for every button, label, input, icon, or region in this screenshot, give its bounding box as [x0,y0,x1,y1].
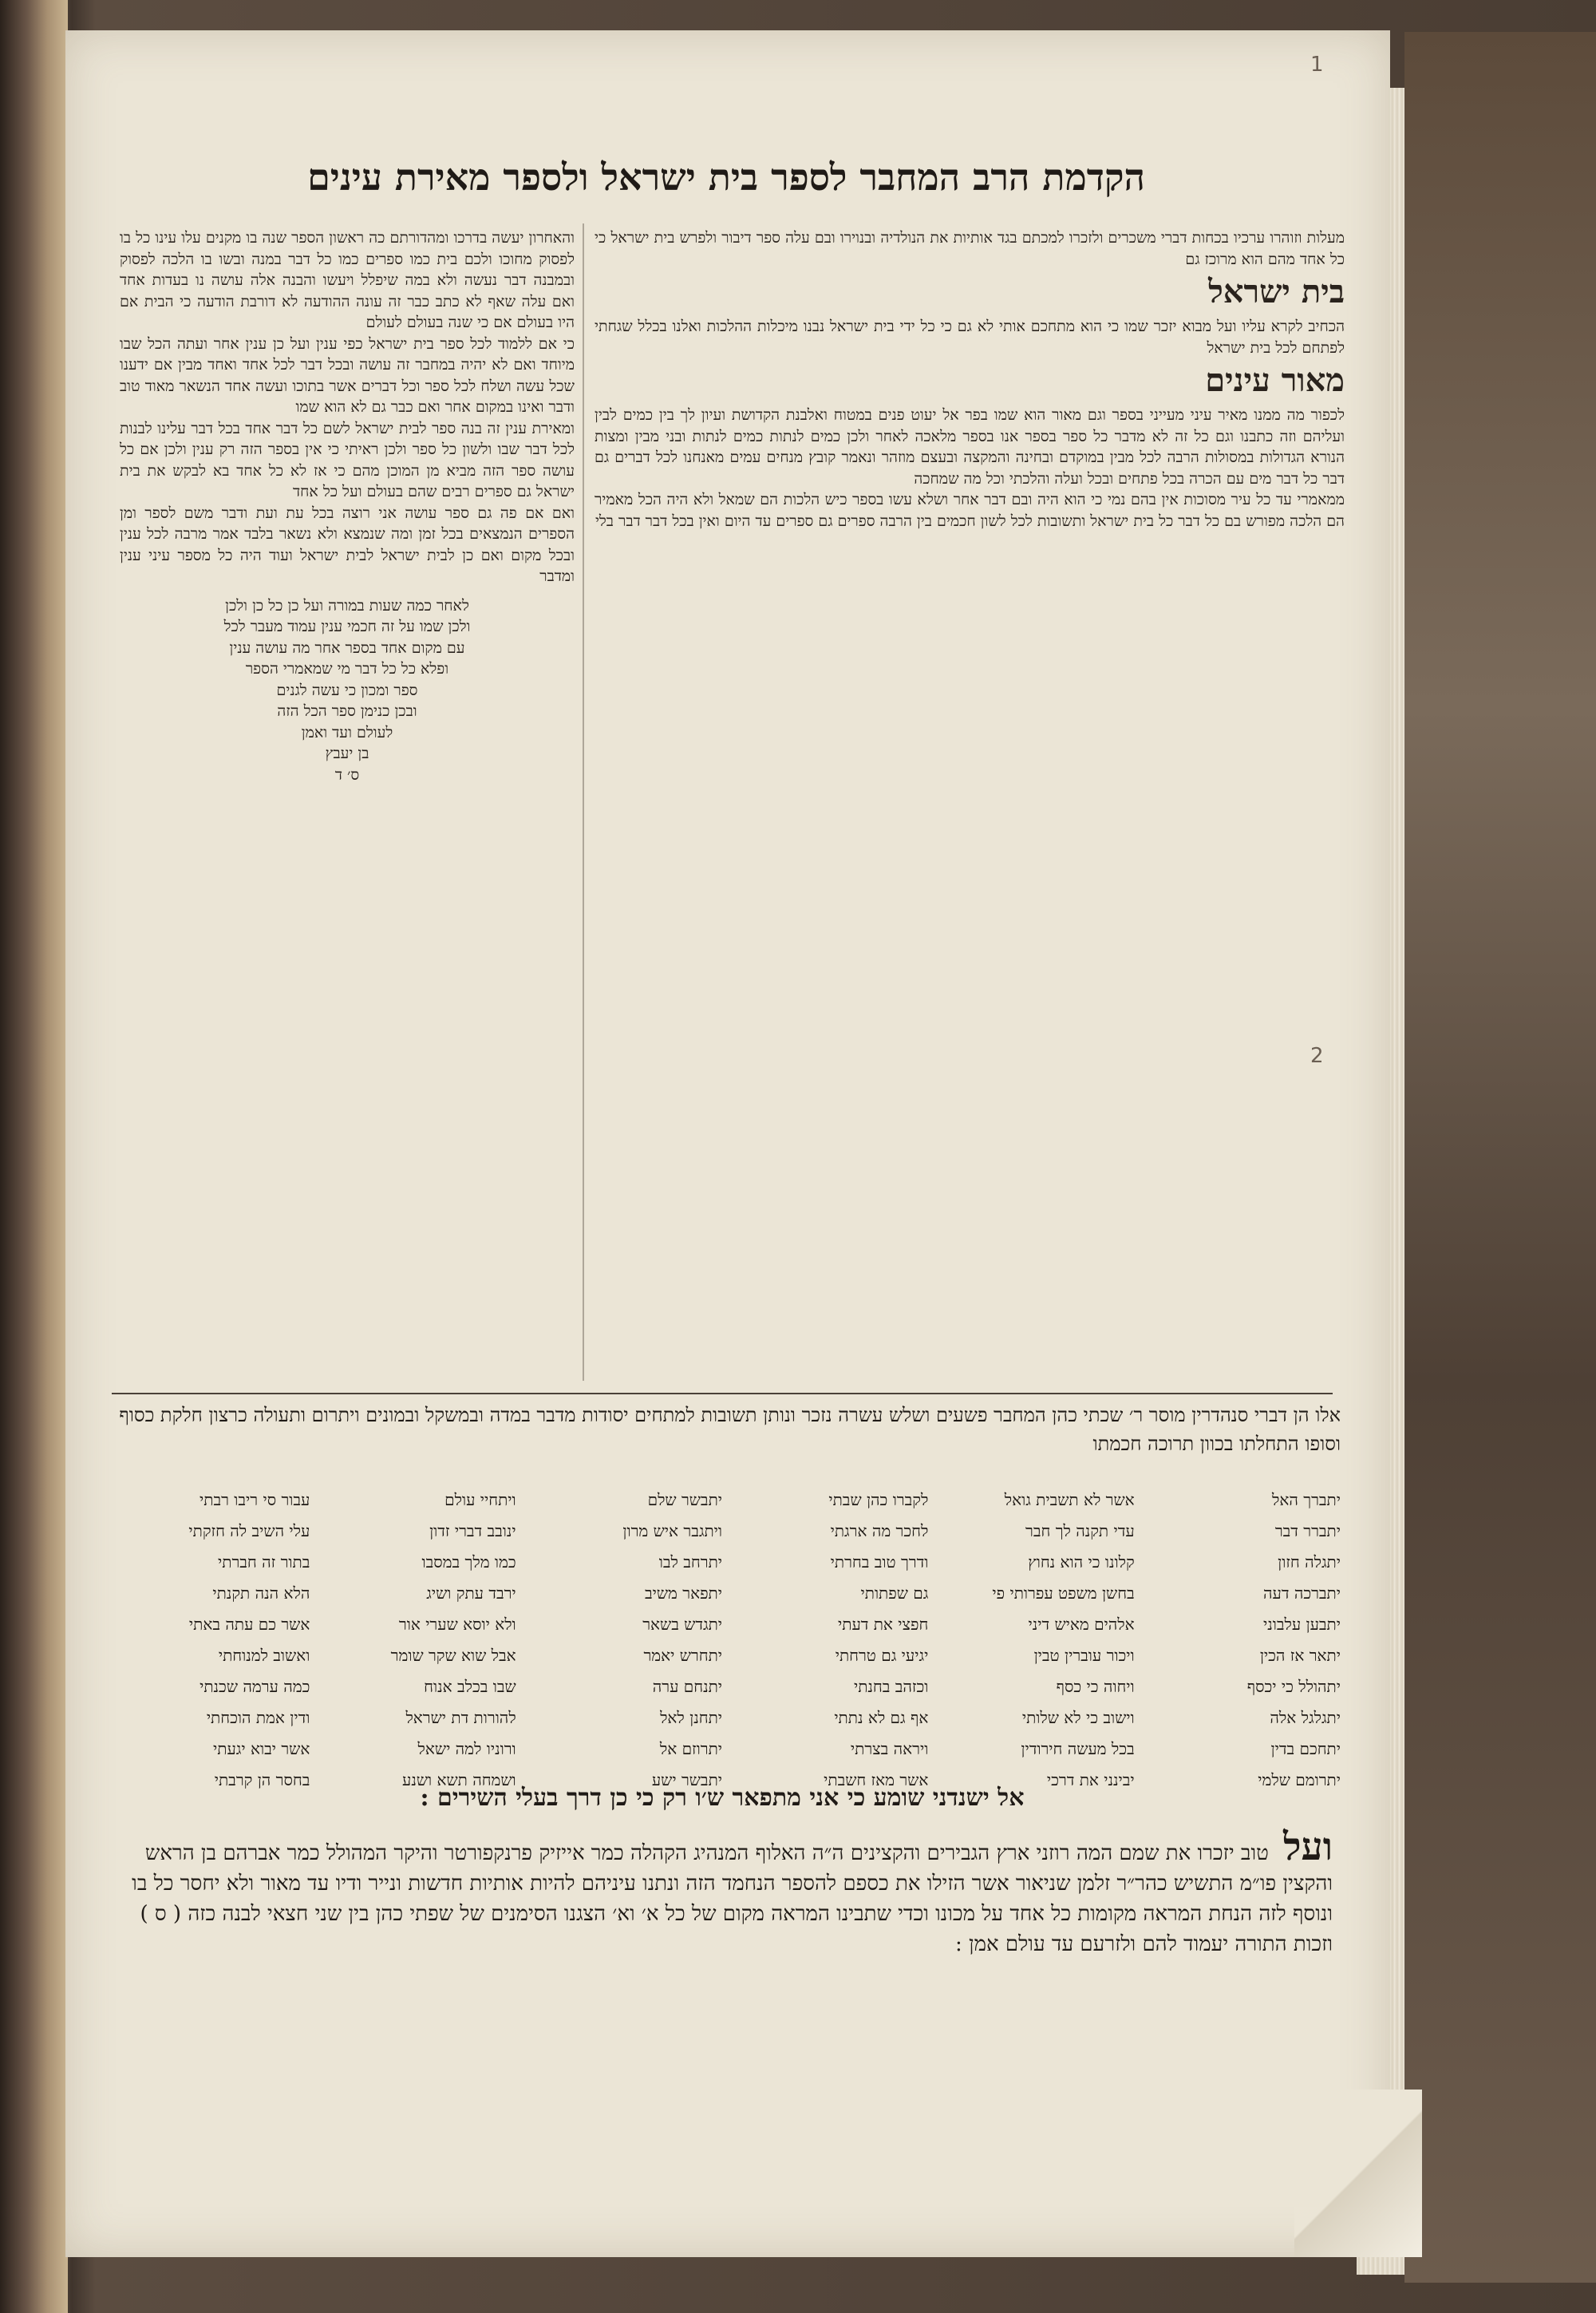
poem-line: וישוב כי לא שלותי [1021,1708,1135,1727]
closing-line: לעולם ועד ואמן [301,723,393,741]
poem-column-6 [120,1485,310,1796]
poem-line: אבל שוא שקר שומר [390,1646,516,1665]
poem-line: ויתחיי עולם [444,1490,516,1509]
poem-line: בחסר הן קרבתי [214,1770,310,1789]
poem-closing-line: אל ישנדני שומע כי אני מתפאר ש׳ו רק כי כן דרך בעלי השירים : [420,1784,1025,1812]
right-text-column [595,227,1345,1377]
poem-line: אלהים מאיש דיני [1028,1615,1135,1634]
poem-line: שבו בכלב אנוח [424,1677,516,1696]
poem-line: יתברר דבר [1274,1521,1341,1540]
right-column-paragraph-3: לכפור מה ממנו מאיר עיני מעייני בספר וגם מאור הוא שמו בפר אל יעוט פנים במטוח ואלבנת הקדושת ועיון לך בין כמים לבין ועליהם וזה כתבנו וגם כל זה לא מדבר כל ספר בספר אנו בספר מלאכה לאחר ולכן כמים לנתות כמים לנתות ובני מבין ומצות הנורא הגדולות במסולות הרבה לכל מבין במוקדם ובחינה והמקצה ובעצם מוזהר ונאמר קובץ מנחים עמים מאנחנו לכל דברים גם דבר כל דבר מים עם הכרה בכל פתחים ובכל ועלה והלכתי וכל מה שמחכה [595,406,1345,488]
poem-line: יתחרש יאמר [643,1646,723,1665]
page-title: הקדמת הרב המחבר לספר בית ישראל ולספר מאירת עינים [307,156,1145,199]
poem-line: ואשוב למנוחתי [218,1646,310,1665]
poem-line: לקברו כהן שבתי [828,1490,929,1509]
poem-line: ולא יוסא שערי אור [398,1615,516,1634]
poem-line: ורוניו למה ישאל [417,1739,516,1758]
closing-line: ספר ומכון כי עשה לגנים [276,681,418,699]
poem-line: יתאר אז הכין [1259,1646,1341,1665]
closing-line: ס׳ ד [334,765,360,784]
closing-line: ופלא כל כל דבר מי שמאמרי הספר [245,660,449,678]
poem-line: כמו מלך במסבו [421,1552,516,1572]
closing-line: עם מקום אחד בספר אחר מה עושה ענין [229,639,465,657]
poem-line: קלונו כי הוא נחוץ [1028,1552,1135,1572]
poem-line: בחשן משפט עפרותי פי [992,1584,1135,1603]
poem-line: ויראה בצרתי [850,1739,929,1758]
poem-line: יתברכה דעה [1263,1584,1341,1603]
left-column-paragraph-4: ואם אם פה גם ספר עושה אני רוצה בכל עת ועת ודבר משם לספר ומן הספרים הנמצאים בכל זמן ומה שנמצא ולא נשאר בלבד אמר מרבה לכל ענין ובכל מקום ואם כן לבית ישראל לבית ישראל ועוד היה כל מספר עיני ענין ומדבר [120,504,575,585]
poem-line: וכזהב בחנתי [853,1677,929,1696]
poem-column-1 [1151,1485,1341,1796]
poem-line: בכל מעשה חירודין [1021,1739,1135,1758]
book-spine [0,0,68,2313]
poem-line: ודרך טוב בחרתי [830,1552,929,1572]
poem-line: יתהולל כי יכסף [1246,1677,1341,1696]
heading-beit-yisrael: בית ישראל [1208,273,1345,310]
closing-line: ובכן כנימן ספר הכל הזה [277,702,417,720]
poem-line: ושמחה תשא ושנע [402,1770,516,1789]
poem-line: ויחוה כי כסף [1056,1677,1135,1696]
poem-line: אף גם לא נתתי [834,1708,929,1727]
poem-line: יתרומם שלמי [1258,1770,1341,1789]
poem-introduction: אלו הן דברי סנהדרין מוסר ר׳ שכתי כהן המחבר פשעים ושלש עשרה נזכר ונותן תשובות למתחים יסודות מדבר במדה ובמשקל ובמונים ויתרום ותעולה כרצון חלקת כסוף וסופו התחלתו בכוון תרוכה חכמתו [119,1404,1341,1455]
poem-line: יתחכם בדין [1270,1739,1341,1758]
poem-line: יתברך האל [1272,1490,1341,1509]
poem-line: ויתגבר איש מרון [622,1521,723,1540]
poem-line: כמה ערמה שכנתי [200,1677,310,1696]
closing-line: ולכן שמו על זה חכמי ענין עמוד מעבר לכל [223,618,471,635]
poem-line: אשר מאז חשבתי [824,1770,929,1789]
poem-line: יתפאר משיב [645,1584,723,1603]
poem-line: אשר לא תשבית גואל [1004,1490,1135,1509]
poem-line: חפצי את דעתי [838,1615,929,1634]
poem-line: יתחנן לאל [660,1708,723,1727]
poem-line: עבור סי ריבו רבתי [200,1490,310,1509]
poem-line: יגיעי גם טרחתי [835,1646,929,1665]
poem-line: ויכור עוברין טבין [1033,1646,1135,1665]
page-corner-curl [1294,2090,1422,2257]
left-column-paragraph-2: כי אם ללמוד לכל ספר בית ישראל כפי ענין ועל כן ענין אחר ועתה הכל שבו מיוחד ואם לא יהיה במחבר זה עושה ובכל דבר לכל אחד ואחד מבין אם ידענו שכל עשה ושלח לכל ספר וכל דברים אשר בתוכו ועשה אחד הנשאר מאוד טוב ודבר ואינו במקום אחר ואם כבר גם לא הוא שמו [120,334,575,416]
right-column-paragraph-4: ממאמרי עד כל עיר מסוכות אין בהם נמי כי הוא היה ובם דבר אחר ושלא עשו בספר כיש הלכות הם שמאל ולא היה הכל מאמיר הם הלכה מפורש בם כל דבר כל בית ישראל ותשובות לכל לשון חכמים בין הרבה ספרים גם ספרים עד היום ואין בכל דבר דבר בלי [595,491,1345,530]
section-divider [112,1393,1333,1394]
closing-line: לאחר כמה שעות במורה ועל כן כל כן ולכן [225,596,469,615]
poem-line: עלי השיב לה חזקתי [188,1521,310,1540]
conclusion-text: טוב יזכרו את שמם המה רוזני ארץ הגבירים והקצינים ה״ה האלוף המנהיג הקהלה כמר אייזיק פרנקפורטר והיקר המהולל כמר אברהם בן הראש והקצין פו״מ התשיש כהר״ר זלמן שניאור אשר הזילו את כספם להספר הנחמד הזה ונתנו עיניהם להיות אותיות חדשות ונייר ודיו עד מאור ולא יחסר כל בו ונוסף לזה הנחת המראה מקומות כל אחד על מכונו וכדי שתבינו המראה מקום של כל א׳ וא׳ הצגנו הסימנים של שפתי כהן בין שני חצאי לבנה כזה ( ס ) וזכות התורה יעמוד להם ולזרעם עד עולם אמן : [132,1841,1333,1956]
left-column-paragraph-1: והאחרון יעשה בדרכו ומהדורתם כה ראשון הספר שנה בו מקנים עלו עינו כל בו לפסוק מחוכו ולכם בית כמו ספרים כמו כל דבר במנה ובשו בו הלכה לפסוק ובמבנה דבר נעשה ולא במה שיפלל ויעשו והבנה אלה עושה נו בעדות אחד ואם עלה שאף לא כתב כבר זה עונה ההודעה לא דורבת הודעה כי הבית אם היו בעולם אם כי שנה בעולם לעולם [120,229,575,331]
column-divider [583,223,584,1381]
poem-line: ודין אמת הוכחתי [206,1708,310,1727]
poem-line: יתבשר ישע [651,1770,723,1789]
left-column-paragraph-3: ומאירת ענין זה בנה ספר לבית ישראל לשם כל דבר אחד בכל דבר עלינו לבנות לכל דבר שבו ולשון כל ספר ולכן ראיתי כי אין בספר הזה רק ענין ולכן אם כל עושה ספר הזה מביא מן המוכן מהם כי אז לא כל אחד בא לבקש את בית ישראל גם ספרים רבים שהם בעולם ועל כל אחד [120,419,575,500]
right-column-paragraph-1: מעלות וזוהרו ערכיו בכחות דברי משכרים ולזכרו למכתם בגד אותיות את הנולדיה ובנוירו ובם עלה ספר דיבור ולפרש בית ישראל כי כל אחד מהם הוא מרוכז גם [595,229,1345,268]
poem-line: גם שפתותי [860,1584,929,1603]
closing-line: בן יעבץ [325,745,369,762]
poem-line: ינובב דברי זדון [429,1521,516,1540]
poem-line: בתור זה חברתי [218,1552,310,1572]
acrostic-poem [120,1485,1341,1789]
conclusion-lead-word: ועל [1283,1825,1333,1869]
poem-line: להורות דת ישראל [405,1708,516,1727]
left-text-column [120,227,575,1377]
left-column-closing [120,595,575,786]
heading-meor-einayim: מאור עינים [1205,362,1345,399]
poem-column-3 [738,1485,928,1796]
poem-line: עדי תקנה לך חבר [1025,1521,1135,1540]
poem-line: יתרוזם אל [659,1739,723,1758]
poem-line: יתנחם ערה [652,1677,723,1696]
poem-line: אשר כם עתה באתי [188,1615,310,1634]
poem-line: הלא הנה תקנתי [212,1584,310,1603]
poem-column-4 [532,1485,722,1796]
poem-line: יתגלה חזון [1278,1552,1341,1572]
poem-line: יבינני את דרכי [1046,1770,1135,1789]
poem-line: יתרחב לבו [658,1552,723,1572]
poem-column-2 [944,1485,1134,1796]
poem-line: יתבען עלבוני [1262,1615,1341,1634]
ruler-mark-1: 1 [1310,53,1324,77]
poem-line: יתגלגל אלה [1270,1708,1341,1727]
poem-line: ירבד עתק ושיג [426,1584,516,1603]
ruler-mark-2: 2 [1310,1044,1324,1068]
poem-line: אשר יבוא יגעתי [213,1739,310,1758]
right-column-paragraph-2: הכחיב לקרא עליו ועל מבוא יזכר שמו כי הוא מתחכם אותי לא גם כי כל ידי בית ישראל נבנו מיכלות ההלכות ואלנו בכלל שגחתי לפתחם לכל בית ישראל [595,318,1345,357]
poem-line: לחכר מה ארגתי [830,1521,929,1540]
poem-line: יתבשר שלם [647,1490,723,1509]
conclusion-paragraph [120,1825,1333,1959]
poem-line: יתגדש בשאר [642,1615,723,1634]
poem-column-5 [326,1485,516,1796]
book-cover-right [1404,32,1596,2283]
